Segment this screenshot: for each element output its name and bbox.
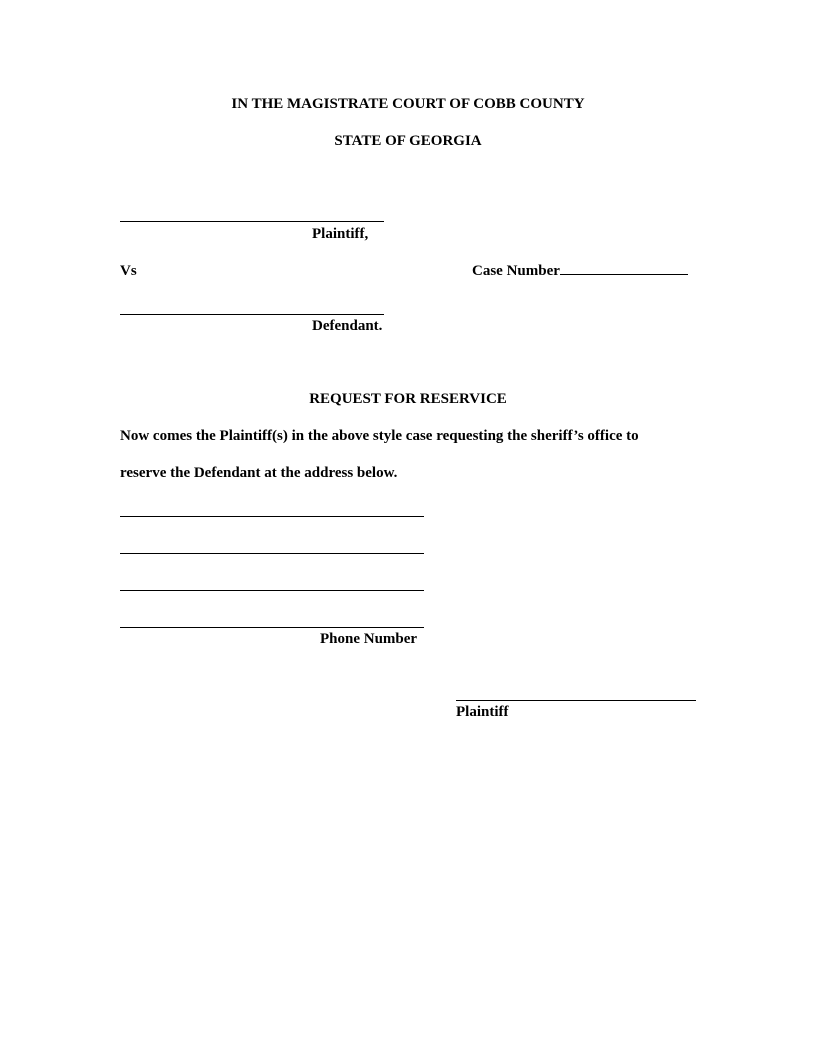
- request-body-line-1: Now comes the Plaintiff(s) in the above style case requesting the sheriff’s office to: [120, 428, 639, 444]
- plaintiff-signature-label: Plaintiff: [456, 704, 509, 720]
- request-body-line-2: reserve the Defendant at the address below.: [120, 465, 398, 481]
- plaintiff-signature-line[interactable]: [456, 700, 696, 701]
- phone-number-label: Phone Number: [320, 631, 418, 647]
- plaintiff-name-line[interactable]: [120, 221, 384, 222]
- address-line-3[interactable]: [120, 590, 424, 591]
- address-line-1[interactable]: [120, 516, 424, 517]
- case-number-line[interactable]: [560, 273, 688, 275]
- case-number-field: [472, 263, 688, 280]
- court-title: IN THE MAGISTRATE COURT OF COBB COUNTY: [231, 96, 585, 112]
- versus-label: Vs: [120, 263, 137, 279]
- address-line-2[interactable]: [120, 553, 424, 554]
- state-title: STATE OF GEORGIA: [334, 133, 482, 149]
- case-number-label: Case Number: [472, 263, 560, 279]
- phone-number-line[interactable]: [120, 627, 424, 628]
- defendant-name-line[interactable]: [120, 314, 384, 315]
- defendant-label: Defendant.: [312, 318, 383, 334]
- plaintiff-label: Plaintiff,: [312, 226, 369, 242]
- request-title: REQUEST FOR RESERVICE: [309, 391, 507, 407]
